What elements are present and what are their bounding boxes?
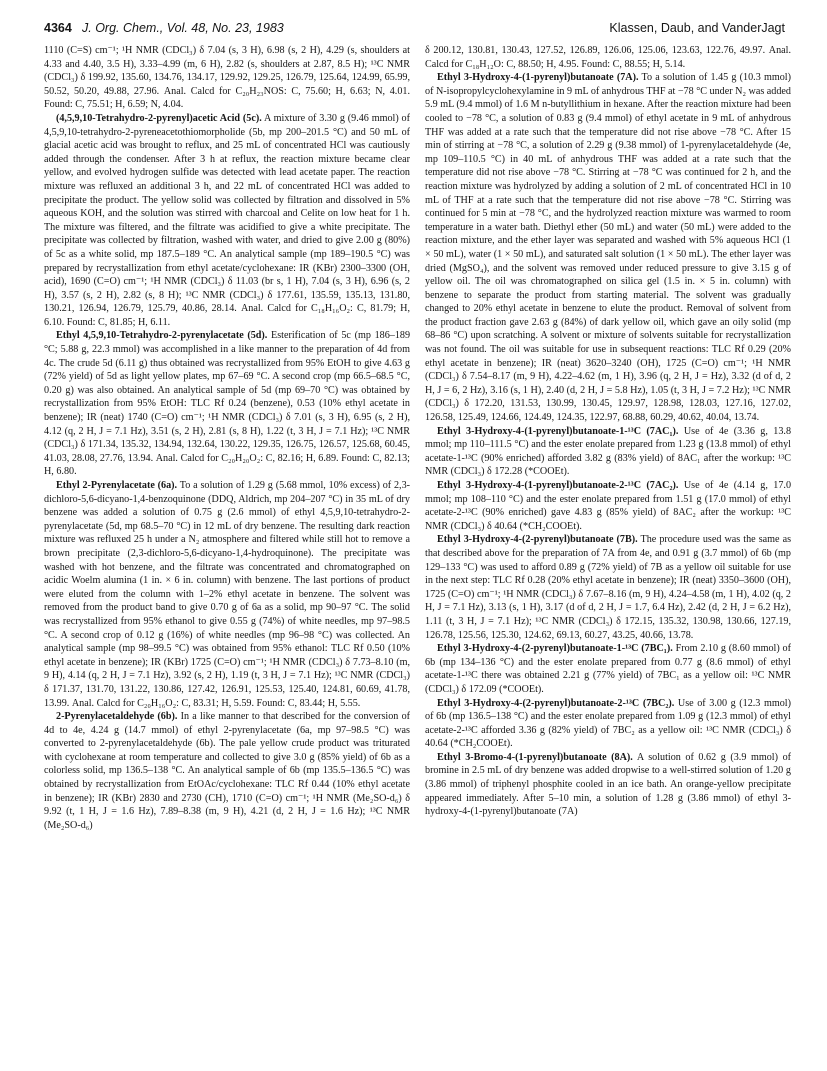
paragraph-text: Use of 3.00 g (12.3 mmol) of 6b (mp 136.5–138 °C) and the ester enolate prepared from 1.09 g (12.3 mmol) of ethyl acetate-2-¹³C afforded 3.36 g (82% yield) of 7BC₂ as a yellow oil: ¹³C NMR (CDCl₃) δ 40.64 (*CH₂COOEt). (425, 697, 791, 750)
paragraph-text: From 2.10 g (8.60 mmol) of 6b (mp 134–136 °C) and the ester enolate prepared from 0.77 g (8.6 mmol) of ethyl acetate-1-¹³C there was obtained 2.21 g (77% yield) of 7BC₁ as a yellow oil: ¹³C NMR (CDCl₃) δ 172.09 (*COOEt). (425, 643, 791, 695)
paragraph (425, 697, 791, 751)
paragraph-text: In a like manner to that described for the conversion of 4d to 4e, 4.24 g (14.7 mmol) of ethyl 2-pyrenylacetate (6a, mp 97–98.5 °C) was converted to 2-pyrenylacetaldehyde (6b). The pale yellow crude product was triturated with cyclohexane at room temperature and collected to give 3.0 g (85% yield) of 6b as a colorless solid, mp 136.5–138 °C. An analytical sample of 6b (mp 135.5–136.5 °C) was obtained by recrystallization from EtOAc/cyclohexane: TLC Rf 0.44 (10% ethyl acetate in benzene); IR (KBr) 2830 and 2730 (CH), 1710 (C=O) cm⁻¹; ¹H NMR (Me₂SO-d₆) δ 9.92 (t, 1 H, J = 1.6 Hz), 7.89–8.38 (m, 9 H), 4.21 (d, 2 H, J = 1.6 Hz); ¹³C NMR (Me₂SO-d₆) (44, 711, 410, 831)
paragraph-text: To a solution of 1.45 g (10.3 mmol) of N-isopropylcyclohexylamine in 9 mL of anhydrous THF at −78 °C under N₂ was added 5.9 mL (9.4 mmol) of 1.6 M n-butyllithium in hexane. After the reaction mixture had been cooled to −78 °C, a solution of 0.83 g (9.4 mmol) of ethyl acetate in 9 mL of anhydrous THF was added at a rate such that the temperature did not rise above −78 °C. After 15 min of stirring at −78 °C, a solution of 2.29 g (9.38 mmol) of 1-pyrenylacetaldehyde (4e, mp 109–110.5 °C) in 40 mL of anhydrous THF was added at a rate such that the temperature did not rise above −78 °C. Stirring at −78 °C was continued for 2 h, and the reaction mixture was hydrolyzed by adding a solution of 2 mL of concentrated HCl in 10 mL of THF at a rate such that the temperature did not rise above −78 °C. Stirring was continued for 5 min at −78 °C, and the hydrolyzed reaction mixture was warmed to room temperature in a water bath. Diethyl ether (50 mL) and water (50 mL) were added to the reaction mixture, and the ether layer was separated and washed with 5% aqueous HCl (1 × 50 mL), water (1 × 50 mL), and saturated salt solution (1 × 50 mL). The ether layer was dried (MgSO₄), and the solvent was removed under reduced pressure to give 3.15 g of yellow oil. The oil was chromatographed on silica gel (1.5 in. × 5 in. column) with benzene to separate the product from starting material. The solvent was gradually changed to 20% ethyl acetate in benzene to elute the product. Removal of solvent from the product fraction gave 2.63 g (84%) of dark yellow oil, which gave an oily solid (mp 68–86 °C) upon scratching. A solvent or mixture of solvents suitable for recrystallization was not found. The oil was suitable for use in subsequent reactions: TLC Rf 0.29 (20% ethyl acetate in benzene); IR (neat) 3620–3240 (OH), 1725 (C=O) cm⁻¹; ¹H NMR (CDCl₃) δ 7.54–8.17 (m, 9 H), 4.22–4.62 (m, 1 H), 3.96 (q, 2 H, J = Hz), 3.32 (d of d, 2 H, J = 6, 2 Hz), 3.16 (s, 1 H), 2.40 (d, 2 H, J = 5.8 Hz), 1.05 (t, 3 H, J = 7.2 Hz); ¹³C NMR (CDCl₃) δ 172.20, 131.53, 130.99, 130.45, 129.97, 128.98, 128.03, 127.16, 127.02, 126.58, 125.49, 124.66, 124.49, 124.35, 122.97, 68.88, 60.29, 40.62, 40.04, 13.74. (425, 72, 791, 424)
paragraph-text: Esterification of 5c (mp 186–189 °C; 5.88 g, 22.3 mmol) was accomplished in a like manner to the preparation of 4d from 4c. The crude 5d (6.11 g) thus obtained was recrystallized from 95% EtOH to give 4.63 g (72% yield) of 5d as light yellow plates, mp 67–69 °C. A second crop (mp 66.5–68.5 °C, 0.20 g) was also obtained. An analytical sample of 5d (mp 69–70 °C) was obtained by recrystallization from 95% EtOH: TLC Rf 0.24 (benzene), 0.53 (10% ethyl acetate in benzene); IR (neat) 1740 (C=O) cm⁻¹; ¹H NMR (CDCl₃) δ 7.01 (s, 3 H), 6.95 (s, 2 H), 4.12 (q, 2 H, J = 7.1 Hz), 3.51 (s, 2 H), 2.81 (s, 8 H), 1.22 (t, 3 H, J = 7.1 Hz); ¹³C NMR (CDCl₃) δ 171.34, 135.32, 134.94, 132.64, 130.22, 129.35, 126.75, 126.57, 125.68, 60.45, 41.03, 28.08, 27.76, 13.94. Anal. Calcd for C₂₀H₂₀O₂: C, 82.16; H, 6.89. Found: C, 82.13; H, 6.80. (44, 330, 410, 478)
paragraph-heading: Ethyl 3-Hydroxy-4-(2-pyrenyl)butanoate-1-¹³C (7BC₁). (437, 643, 673, 655)
paragraph (44, 112, 410, 330)
paragraph (44, 710, 410, 832)
running-authors: Klassen, Daub, and VanderJagt (609, 21, 785, 35)
paragraph (44, 329, 410, 479)
paragraph (425, 44, 791, 71)
paragraph-text: A mixture of 3.30 g (9.46 mmol) of 4,5,9,10-tetrahydro-2-pyreneacetothiomorpholide (5b, mp 200–201.5 °C) and 50 mL of glacial acetic acid was brought to reflux, and 25 mL of concentrated HCl was cautiously added through the condenser. After 3 h at reflux, the reaction mixture became clear yellow, and evolved hydrogen sulfide was detected with lead acetate paper. The reaction mixture was refluxed an additional 3 h, and 22 mL of concentrated HCl was added to precipitate the product. The yellow solid was collected by filtration and dissolved in 5% aqueous KOH, and the solution was stirred with charcoal and Celite on low heat for 1 h. The mixture was filtered, and the filtrate was acidified to give a white precipitate. The precipitate was collected by filtration, washed with water, and dried to give 2.00 g (80%) of 5c as a white solid, mp 187.5–189 °C. An analytical sample (mp 189–190.5 °C) was prepared by recrystallization from ethyl acetate/cyclohexane: IR (KBr) 2300–3300 (OH, acid), 1690 (C=O) cm⁻¹; ¹H NMR (CDCl₃) δ 11.03 (br s, 1 H), 7.04 (s, 3 H), 6.96 (s, 2 H), 3.57 (s, 2 H), 2.82 (s, 8 H); ¹³C NMR (CDCl₃) δ 177.61, 135.59, 135.13, 131.80, 130.21, 126.94, 126.79, 125.79, 40.86, 28.14. Anal. Calcd for C₁₈H₁₆O₂: C, 81.79; H, 6.10. Found: C, 81.85; H, 6.11. (44, 112, 410, 328)
paragraph-text: Use of 4e (4.14 g, 17.0 mmol; mp 108–110 °C) and the ester enolate prepared from 1.51 g (17.0 mmol) of ethyl acetate-2-¹³C (90% enriched) gave 4.83 g (85% yield) of 8AC₂ after the workup: ¹³C NMR (CDCl₃) δ 40.64 (*CH₂COOEt). (425, 480, 791, 532)
paragraph-heading: Ethyl 2-Pyrenylacetate (6a). (56, 480, 178, 491)
journal-citation: J. Org. Chem., Vol. 48, No. 23, 1983 (82, 21, 284, 35)
paragraph-text: δ 200.12, 130.81, 130.43, 127.52, 126.89, 126.06, 125.06, 123.63, 122.76, 49.97. Anal. Calcd for C₁₈H₁₂O: C, 88.50; H, 4.95. Found: C, 88.55; H, 5.14. (425, 45, 791, 70)
paragraph-heading: (4,5,9,10-Tetrahydro-2-pyrenyl)acetic Acid (5c). (56, 112, 262, 124)
paragraph (425, 479, 791, 533)
page-header (44, 21, 785, 39)
left-column (44, 44, 410, 1064)
paragraph-text: The procedure used was the same as that described above for the preparation of 7A from 4e, and 0.91 g (3.7 mmol) of 6b (mp 129–133 °C) was used to afford 0.89 g (72% yield) of 7B as a yellow oil suitable for use in the next step: TLC Rf 0.28 (20% ethyl acetate in benzene); IR (neat) 3350–3600 (OH), 1725 (C=O) cm⁻¹; ¹H NMR (CDCl₃) δ 7.67–8.16 (m, 9 H), 4.24–4.58 (m, 1 H), 4.02 (q, 2 H, J = 7.1 Hz), 3.13 (s, 1 H), 3.17 (d of d, 2 H, J = 1.7, 6.4 Hz), 2.42 (d, 2 H, J = 6.2 Hz), 1.11 (t, 3 H, J = 7.1 Hz); ¹³C NMR (CDCl₃) δ 172.15, 135.32, 130.98, 130.66, 127.19, 126.78, 125.56, 125.30, 124.62, 69.13, 60.27, 43.25, 40.66, 13.78. (425, 534, 791, 641)
paragraph-heading: Ethyl 3-Hydroxy-4-(1-pyrenyl)butanoate-2-¹³C (7AC₂). (437, 480, 679, 491)
paragraph (425, 425, 791, 479)
paragraph-text: 1110 (C=S) cm⁻¹; ¹H NMR (CDCl₃) δ 7.04 (s, 3 H), 6.98 (s, 2 H), 4.29 (s, shoulders at 4.33 and 4.40, 3.5 H), 3.33–4.99 (m, 6 H), 2.82 (s, shoulders at 2.87, 8.5 H); ¹³C NMR (CDCl₃) δ 199.92, 135.60, 134.76, 134.17, 129.92, 129.25, 126.79, 125.64, 124.99, 65.99, 50.52, 50.20, 49.88, 27.96. Anal. Calcd for C₂₀H₂₃NOS: C, 75.60; H, 6.63; N, 4.01. Found: C, 75.51; H, 6.59; N, 4.04. (44, 45, 410, 111)
paragraph-text: A solution of 0.62 g (3.9 mmol) of bromine in 2.5 mL of dry benzene was added dropwise to a well-stirred solution of 1.20 g (3.86 mmol) of triphenyl phosphite cooled in an ice bath. An orange-yellow precipitate appeared immediately. After 5–10 min, a solution of 1.28 g (3.86 mmol) of ethyl 3-hydroxy-4-(1-pyrenyl)butanoate (7A) (425, 751, 791, 818)
paragraph (425, 642, 791, 696)
paragraph-heading: Ethyl 3-Hydroxy-4-(2-pyrenyl)butanoate (7B). (437, 534, 638, 546)
paragraph-heading: Ethyl 3-Bromo-4-(1-pyrenyl)butanoate (8A). (437, 751, 633, 763)
paragraph-heading: 2-Pyrenylacetaldehyde (6b). (56, 711, 178, 723)
paragraph-heading: Ethyl 4,5,9,10-Tetrahydro-2-pyrenylacetate (5d). (56, 330, 268, 342)
page-number: 4364 (44, 21, 72, 35)
paragraph (44, 44, 410, 112)
paragraph (44, 479, 410, 710)
right-column (425, 44, 791, 1064)
paragraph (425, 751, 791, 819)
paragraph-heading: Ethyl 3-Hydroxy-4-(1-pyrenyl)butanoate-1-¹³C (7AC₁). (437, 425, 679, 437)
paragraph-text: Use of 4e (3.36 g, 13.8 mmol; mp 110–111.5 °C) and the ester enolate prepared from 1.23 g (13.8 mmol) of ethyl acetate-1-¹³C (90% enriched) afforded 3.82 g (83% yield) of 8AC₁ after the workup: ¹³C NMR (CDCl₃) δ 172.28 (*COOEt). (425, 425, 791, 478)
paragraph (425, 71, 791, 424)
paragraph-heading: Ethyl 3-Hydroxy-4-(2-pyrenyl)butanoate-2-¹³C (7BC₂). (437, 697, 675, 709)
paragraph (425, 533, 791, 642)
paragraph-text: To a solution of 1.29 g (5.68 mmol, 10% excess) of 2,3-dichloro-5,6-dicyano-1,4-benzoquinone (DDQ, Aldrich, mp 204–207 °C) in 35 mL of dry benzene was added a solution of 0.75 g (2.6 mmol) of ethyl 4,5,9,10-tetrahydro-2-pyrenylacetate (5d, mp 68.5–70 °C) in 12 mL of dry benzene. The resulting dark reaction mixture was refluxed 25 h under a N₂ atmosphere and filtered while still hot to remove a brown precipitate (2,3-dichloro-5,6-dicyano-1,4-hydroquinone). The precipitate was washed with hot benzene, and the filtrate was concentrated and chromatographed on acidic Woelm alumina (1 in. × 6 in. column) with benzene. The last portions of product were eluted from the column with 1–2% ethyl acetate in benzene. The solvent was removed from the product band to give 0.70 g of 6a as a solid, mp 90–97 °C. The solid was recrystallized from 95% ethanol to give 0.55 g (74%) of white needles, mp 97–98.5 °C. A second crop of 0.12 g (16%) of white needles (mp 96–98 °C) was collected. An analytical sample (mp 98–99.5 °C) was obtained from 95% ethanol: TLC Rf 0.50 (10% ethyl acetate in benzene); IR (KBr) 1725 (C=O) cm⁻¹; ¹H NMR (CDCl₃) δ 7.73–8.10 (m, 9 H), 4.14 (q, 2 H, J = 7.1 Hz), 3.92 (s, 2 H), 1.19 (t, 3 H, J = 7.1 Hz); ¹³C NMR (CDCl₃) δ 171.37, 131.70, 131.22, 130.86, 127.42, 126.91, 125.53, 125.40, 124.81, 60.69, 41.78, 13.99. Anal. Calcd for C₂₀H₁₆O₂: C, 83.31; H, 5.59. Found: C, 83.44; H, 5.55. (44, 480, 410, 709)
paragraph-heading: Ethyl 3-Hydroxy-4-(1-pyrenyl)butanoate (7A). (437, 72, 639, 84)
